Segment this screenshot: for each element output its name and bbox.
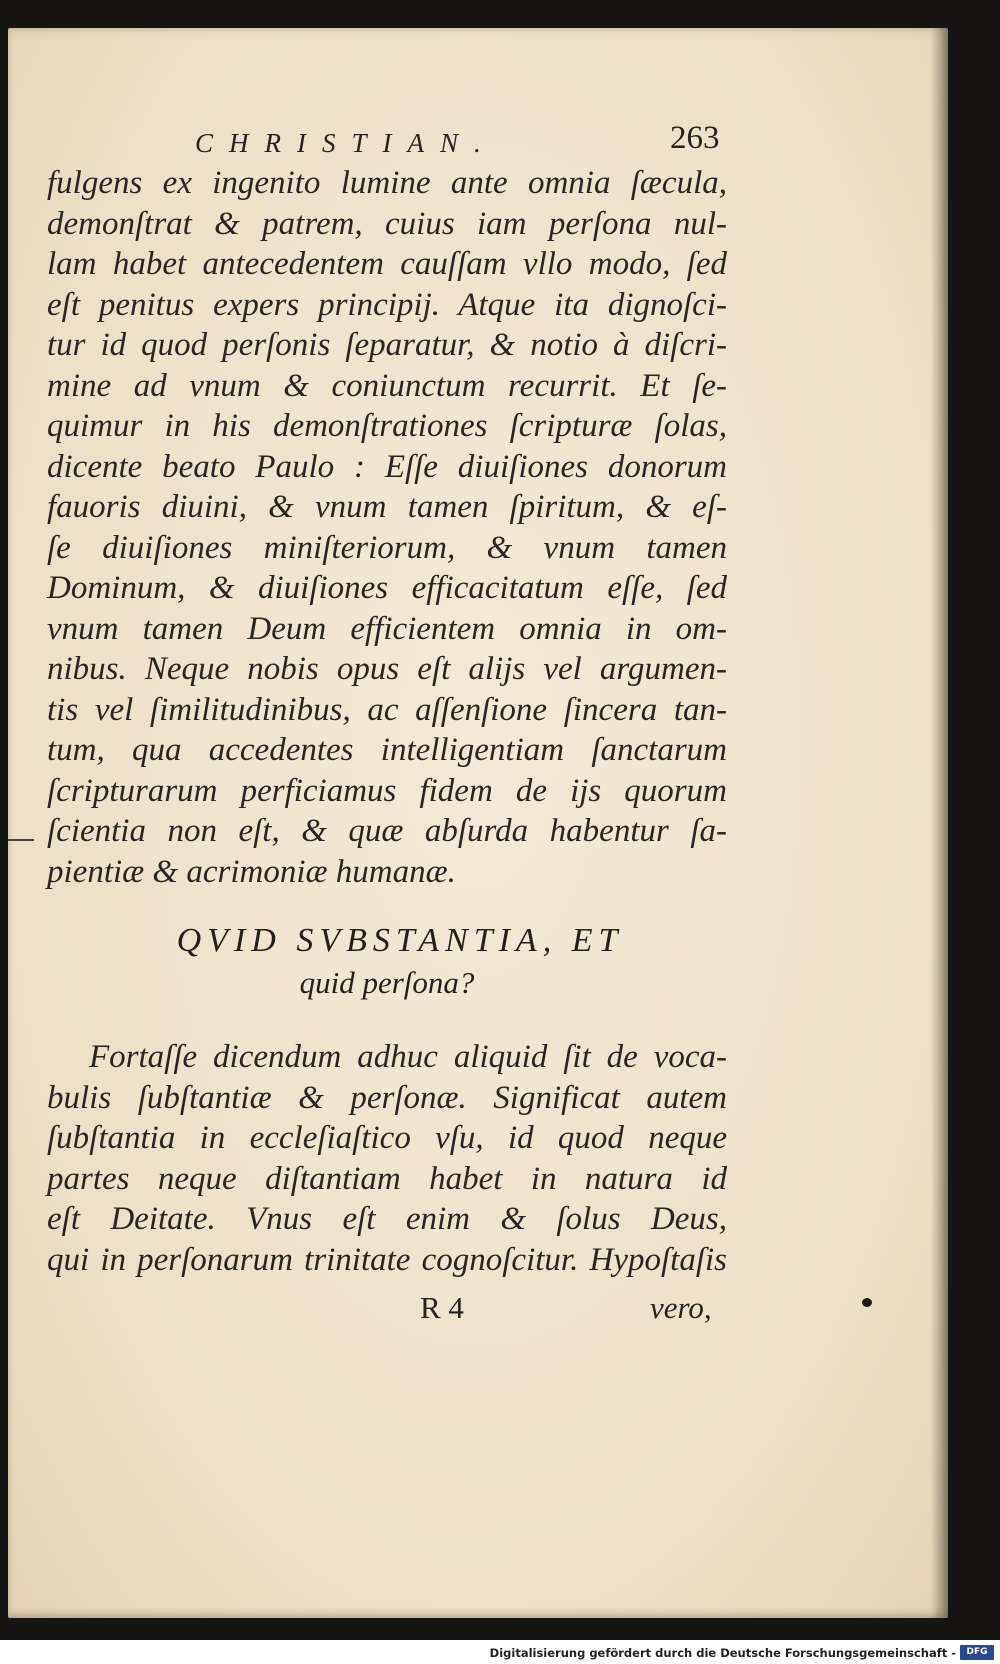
text-line: dicente beato Paulo : Eſſe diuiſiones donorum — [47, 448, 727, 485]
text-line: eſt Deitate. Vnus eſt enim & ſolus Deus, — [47, 1201, 727, 1237]
text-line: ſubſtantia in eccleſiaſtico vſu, id quod neque — [47, 1120, 727, 1156]
section-heading-line1: QVID SVBSTANTIA, ET — [176, 922, 624, 959]
text-line: Fortaſſe dicendum adhuc aliquid ſit de voca- — [89, 1039, 727, 1075]
credit-text: Digitalisierung gefördert durch die Deutsche Forschungsgemeinschaft - — [489, 1646, 956, 1660]
section-text — [47, 1037, 727, 1280]
text-line: partes neque diſtantiam habet in natura id — [47, 1160, 727, 1197]
section-heading — [47, 920, 727, 1004]
text-line: demonſtrat & patrem, cuius iam perſona nul- — [47, 205, 727, 242]
margin-mark — [8, 839, 34, 841]
text-line: tis vel ſimilitudinibus, ac aſſenſione ſincera tan- — [47, 691, 727, 728]
text-line: ſcripturarum perficiamus fidem de ijs quorum — [47, 772, 727, 809]
section-heading-line2: quid perſona? — [299, 965, 475, 1000]
text-line: pientiæ & acrimoniæ humanæ. — [47, 853, 456, 890]
catchword: vero, — [650, 1290, 712, 1325]
page-gutter-shadow — [930, 28, 948, 1618]
text-line: lam habet antecedentem cauſſam vllo modo, ſed — [47, 246, 727, 282]
text-line: mine ad vnum & coniunctum recurrit. Et ſe- — [47, 367, 727, 404]
text-line: Dominum, & diuiſiones efficacitatum eſſe, ſed — [47, 570, 727, 606]
text-line: tum, qua accedentes intelligentiam ſanctarum — [47, 732, 727, 768]
text-line: ſcientia non eſt, & quæ abſurda habentur ſa- — [47, 813, 727, 849]
text-line: vnum tamen Deum efficientem omnia in om- — [47, 610, 727, 647]
dfg-logo-icon: DFG — [960, 1645, 994, 1660]
text-line: fulgens ex ingenito lumine ante omnia ſæcula, — [47, 165, 727, 201]
ink-spot — [862, 1298, 872, 1307]
text-line: fauoris diuini, & vnum tamen ſpiritum, & eſ- — [47, 489, 727, 525]
running-head: CHRISTIAN. — [195, 128, 497, 158]
body-text — [47, 163, 727, 892]
text-line: ſe diuiſiones miniſteriorum, & vnum tamen — [47, 529, 727, 566]
signature-mark: R 4 — [420, 1290, 464, 1325]
text-line: quimur in his demonſtrationes ſcripturæ ſolas, — [47, 408, 727, 444]
page-number: 263 — [670, 120, 720, 156]
text-line: tur id quod perſonis ſeparatur, & notio à diſcri- — [47, 327, 727, 363]
text-line: eſt penitus expers principij. Atque ita dignoſci- — [47, 286, 727, 323]
text-line: nibus. Neque nobis opus eſt alijs vel argumen- — [47, 651, 727, 687]
text-line: bulis ſubſtantiæ & perſonæ. Significat autem — [47, 1079, 727, 1116]
text-line: qui in perſonarum trinitate cognoſcitur. Hypoſtaſis — [47, 1241, 727, 1278]
